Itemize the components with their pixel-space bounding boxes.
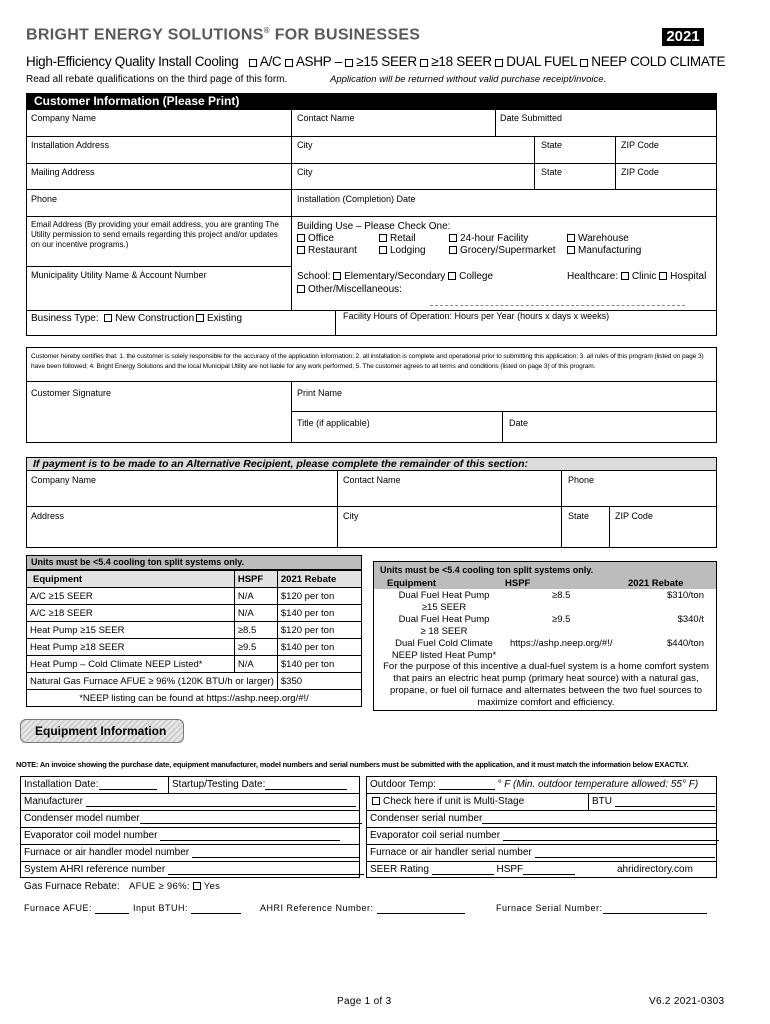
brand-mark: ® [263, 26, 270, 35]
retail-checkbox[interactable] [379, 234, 387, 242]
equipment-line1: Dual Fuel Heat Pump [398, 614, 490, 625]
college-label: College [459, 271, 494, 282]
version-label: V6.2 2021-0303 [649, 996, 725, 1007]
btu-field[interactable] [592, 796, 715, 807]
cert-date-label[interactable]: Date [509, 418, 529, 428]
rebate-cell: $140 per ton [277, 656, 361, 673]
business-type-label: Business Type: [31, 313, 99, 324]
right-header-hspf: HSPF [505, 578, 531, 589]
ahri-ref-field[interactable] [24, 864, 364, 875]
rebate-cell: $120 per ton [277, 622, 361, 639]
mailing-zip-label[interactable]: ZIP Code [621, 167, 659, 177]
hospital-label: Hospital [670, 271, 707, 282]
seer-rating-label: SEER Rating [370, 864, 429, 875]
email-label[interactable]: Email Address (By providing your email address, you are granting The Utility permission to send emails regarding this project and/or updates on our incentive programs.) [31, 220, 279, 249]
hspf-cell: ≥9.5 [234, 639, 277, 656]
manufacturing-checkbox[interactable] [567, 246, 575, 254]
option-ac-checkbox[interactable] [249, 59, 257, 67]
office-label: Office [308, 233, 334, 244]
print-name-label[interactable]: Print Name [297, 388, 343, 398]
startup-date-label: Startup/Testing Date: [172, 779, 266, 790]
rebate-cell: $440/ton [667, 638, 704, 649]
year-badge [662, 28, 704, 46]
hspf-cell: N/A [234, 588, 277, 605]
equipment-cell: A/C ≥15 SEER [27, 588, 235, 605]
left-rebate-banner [26, 555, 362, 570]
install-city-label[interactable]: City [297, 140, 313, 150]
furnace-model-label: Furnace or air handler model number [24, 847, 190, 858]
hspf-cell: ≥8.5 [234, 622, 277, 639]
facility-hours-label[interactable]: Facility Hours of Operation: Hours per Year (hours x days x weeks) [343, 311, 610, 321]
municipality-label[interactable]: Municipality Utility Name & Account Number [31, 270, 207, 280]
evaporator-model-label: Evaporator coil model number [24, 830, 158, 841]
alt-contact-label[interactable]: Contact Name [343, 475, 401, 485]
outdoor-temp-label: Outdoor Temp: [370, 779, 436, 790]
receipt-warning: Application will be returned without valid purchase receipt/invoice. [330, 74, 607, 85]
warehouse-label: Warehouse [578, 233, 629, 244]
installation-address-label[interactable]: Installation Address [31, 140, 110, 150]
ahri-number-label: AHRI Reference Number: [260, 903, 374, 913]
furnace-serial-label: Furnace or air handler serial number [370, 847, 532, 858]
retail-label: Retail [390, 233, 416, 244]
right-rebate-header [374, 578, 716, 589]
table-row [27, 622, 362, 639]
neep-link[interactable]: https://ashp.neep.org/#!/ [510, 638, 613, 649]
left-header-equipment: Equipment [27, 571, 235, 588]
title-label[interactable]: Title (if applicable) [297, 418, 370, 428]
new-construction-label: New Construction [115, 313, 195, 324]
mailing-city-label[interactable]: City [297, 167, 313, 177]
school-healthcare-group [297, 270, 712, 296]
left-rebate-table [26, 570, 362, 707]
brand-title [26, 26, 420, 44]
option-dualfuel-checkbox[interactable] [495, 59, 503, 67]
installation-date-label: Installation Date: [24, 779, 99, 790]
mailing-state-label[interactable]: State [541, 167, 563, 177]
grocery-label: Grocery/Supermarket [460, 245, 556, 256]
manufacturing-label: Manufacturing [578, 245, 642, 256]
dual-fuel-purpose: For the purpose of this incentive a dual-fuel system is a home comfort system that pairs an electric heat pump (primary heat source) with a natural gas, propane, or fuel oil furnace and alternates between the two fuel sources to maximize comfort and efficiency. [383, 661, 709, 708]
alt-recipient-heading [26, 457, 717, 471]
right-rebate-banner [374, 562, 716, 578]
seer-rating-field[interactable] [370, 864, 575, 875]
rebate-cell: $140 per ton [277, 639, 361, 656]
furnace-model-field[interactable] [24, 847, 360, 858]
other-misc-checkbox[interactable] [297, 285, 305, 293]
alt-city-label[interactable]: City [343, 511, 359, 521]
equipment-line2: ≥ 18 SEER [420, 626, 468, 637]
certification-text: Customer hereby certifies that: 1. the customer is solely responsible for the accuracy of the application information; 2. all installation is complete and operational prior to submitting this application; 3. all rules of this program (listed on page 3) have been followed; 4. Bright Energy Solutions and the local Municipal Utility are not liable for any work performed; 5. The customer agrees to all terms and conditions (listed on page 3) of this program. [31, 353, 704, 370]
ahri-number-field[interactable] [260, 903, 465, 914]
rebate-qualification-note: Read all rebate qualifications on the third page of this form. [26, 74, 288, 85]
lodging-label: Lodging [390, 245, 426, 256]
evaporator-model-field[interactable] [24, 830, 340, 841]
lodging-checkbox[interactable] [379, 246, 387, 254]
brand-name: BRIGHT ENERGY SOLUTIONS [26, 26, 264, 44]
install-date-label[interactable]: Installation (Completion) Date [297, 194, 416, 204]
hspf-cell: ≥9.5 [552, 614, 571, 625]
right-rebate-banner-text: Units must be <5.4 cooling ton split systems only. [380, 565, 594, 575]
install-zip-label[interactable]: ZIP Code [621, 140, 659, 150]
new-construction-checkbox[interactable] [104, 314, 112, 322]
input-btuh-label: Input BTUH: [133, 903, 189, 913]
alt-recipient-heading-text: If payment is to be made to an Alternative Recipient, please complete the remainder of this section: [33, 458, 528, 470]
existing-group [196, 313, 242, 324]
mailing-address-label[interactable]: Mailing Address [31, 167, 95, 177]
option-18seer-label: ≥18 SEER [431, 54, 492, 69]
hspf-cell: ≥8.5 [552, 590, 571, 601]
customer-section-title: Customer Information (Please Print) [34, 94, 240, 108]
furnace-rebate-cell: $350 [277, 673, 361, 690]
alt-zip-label[interactable]: ZIP Code [615, 511, 653, 521]
rebate-cell: $310/ton [667, 590, 704, 601]
option-18seer-checkbox[interactable] [420, 59, 428, 67]
outdoor-temp-field[interactable] [370, 779, 698, 790]
table-row [27, 588, 362, 605]
afue-yes-label: Yes [203, 881, 221, 892]
option-neep-checkbox[interactable] [580, 59, 588, 67]
gas-rebate-label: Gas Furnace Rebate: [24, 881, 120, 892]
evaporator-serial-field[interactable] [370, 830, 719, 841]
year-text: 2021 [666, 28, 700, 45]
manufacturer-field[interactable] [24, 796, 356, 807]
outdoor-temp-unit: ° F (Min. outdoor temperature allowed: 55° F) [497, 779, 699, 790]
business-type-group [31, 313, 194, 324]
furnace-serial-number-label: Furnace Serial Number: [496, 903, 603, 913]
office-checkbox[interactable] [297, 234, 305, 242]
option-ashp-label: ASHP – [295, 54, 342, 69]
page-number: Page 1 of 3 [337, 996, 392, 1007]
building-use-label: Building Use – Please Check One: [297, 221, 451, 232]
option-15seer-checkbox[interactable] [345, 59, 353, 67]
condenser-serial-field[interactable] [370, 813, 716, 824]
alt-address-label[interactable]: Address [31, 511, 65, 521]
manufacturer-label: Manufacturer [24, 796, 83, 807]
hspf-label: HSPF [496, 864, 524, 875]
elementary-checkbox[interactable] [333, 272, 341, 280]
hspf-cell: N/A [234, 656, 277, 673]
healthcare-label: Healthcare: [567, 271, 619, 282]
grocery-checkbox[interactable] [449, 246, 457, 254]
option-neep-label: NEEP COLD CLIMATE [591, 54, 726, 69]
alt-company-label[interactable]: Company Name [31, 475, 97, 485]
left-header-hspf: HSPF [234, 571, 277, 588]
24hour-checkbox[interactable] [449, 234, 457, 242]
equipment-cell: Heat Pump ≥15 SEER [27, 622, 235, 639]
multistage-field[interactable] [372, 796, 524, 807]
table-row [374, 614, 716, 638]
right-header-equipment: Equipment [387, 578, 437, 589]
contact-name-label[interactable]: Contact Name [297, 113, 355, 123]
table-row [374, 638, 716, 662]
option-dualfuel-label: DUAL FUEL [506, 54, 577, 69]
brand-suffix: FOR BUSINESSES [274, 26, 421, 44]
right-header-rebate: 2021 Rebate [628, 578, 684, 589]
option-ac-label: A/C [259, 54, 282, 69]
24hour-label: 24-hour Facility [460, 233, 529, 244]
table-row [374, 590, 716, 614]
clinic-checkbox[interactable] [621, 272, 629, 280]
multistage-checkbox[interactable] [372, 797, 380, 805]
elementary-label: Elementary/Secondary [344, 271, 446, 282]
afue-yes-field[interactable] [129, 881, 220, 892]
neep-note: *NEEP listing can be found at https://ashp.neep.org/#!/ [27, 690, 362, 707]
furnace-cell: Natural Gas Furnace AFUE ≥ 96% (120K BTU/h or larger) [27, 673, 278, 690]
college-checkbox[interactable] [448, 272, 456, 280]
furnace-afue-field[interactable] [24, 903, 129, 914]
equipment-section-title: Equipment Information [35, 724, 167, 738]
existing-checkbox[interactable] [196, 314, 204, 322]
rebate-cell: $140 per ton [277, 605, 361, 622]
warehouse-checkbox[interactable] [567, 234, 575, 242]
option-15seer-label: ≥15 SEER [356, 54, 417, 69]
equipment-section-tab [20, 719, 184, 743]
table-row [27, 673, 362, 690]
program-title-row [26, 54, 725, 69]
equipment-line1: Dual Fuel Heat Pump [398, 590, 490, 601]
hospital-checkbox[interactable] [659, 272, 667, 280]
multistage-label: Check here if unit is Multi-Stage [383, 796, 525, 807]
startup-date-field[interactable] [172, 779, 347, 790]
equipment-cell: Heat Pump ≥18 SEER [27, 639, 235, 656]
program-title: High-Efficiency Quality Install Cooling [26, 54, 239, 69]
other-misc-line[interactable] [430, 305, 685, 306]
left-header-rebate: 2021 Rebate [277, 571, 361, 588]
company-name-label[interactable]: Company Name [31, 113, 97, 123]
furnace-serial-number-field[interactable] [496, 903, 707, 914]
existing-label: Existing [207, 313, 243, 324]
equipment-cell: Heat Pump – Cold Climate NEEP Listed* [27, 656, 235, 673]
restaurant-checkbox[interactable] [297, 246, 305, 254]
installation-date-field[interactable] [24, 779, 157, 790]
phone-label[interactable]: Phone [31, 194, 58, 204]
ahri-directory-link[interactable]: ahridirectory.com [617, 864, 693, 875]
condenser-model-field[interactable] [24, 813, 362, 824]
ahri-ref-label: System AHRI reference number [24, 864, 166, 875]
afue-label: AFUE ≥ 96%: [129, 881, 190, 892]
equipment-line1: Dual Fuel Cold Climate [395, 638, 493, 649]
customer-signature-label[interactable]: Customer Signature [31, 388, 112, 398]
equipment-line2: NEEP listed Heat Pump* [391, 650, 497, 661]
evaporator-serial-label: Evaporator coil serial number [370, 830, 501, 841]
left-rebate-banner-text: Units must be <5.4 cooling ton split systems only. [31, 557, 245, 567]
afue-yes-checkbox[interactable] [193, 882, 201, 890]
furnace-afue-label: Furnace AFUE: [24, 903, 93, 913]
alt-state-label[interactable]: State [568, 511, 590, 521]
table-row [27, 639, 362, 656]
other-misc-label: Other/Miscellaneous: [308, 284, 402, 295]
option-ashp-checkbox[interactable] [285, 59, 293, 67]
furnace-serial-field[interactable] [370, 847, 715, 858]
table-row [27, 605, 362, 622]
input-btuh-field[interactable] [133, 903, 241, 914]
condenser-model-label: Condenser model number [24, 813, 140, 824]
date-submitted-label[interactable]: Date Submitted [500, 113, 563, 123]
restaurant-label: Restaurant [308, 245, 357, 256]
right-rebate-rows [374, 590, 716, 662]
rebate-cell: $340/t [677, 614, 704, 625]
invoice-note: NOTE: An invoice showing the purchase date, equipment manufacturer, model numbers and serial numbers must be submitted with the application, and it must match the information below EXACTLY. [16, 760, 689, 769]
equipment-line2: ≥15 SEER [421, 602, 467, 613]
equipment-cell: A/C ≥18 SEER [27, 605, 235, 622]
customer-section-header [26, 93, 717, 109]
condenser-serial-label: Condenser serial number [370, 813, 483, 824]
clinic-label: Clinic [631, 271, 657, 282]
school-label: School: [297, 271, 331, 282]
rebate-cell: $120 per ton [277, 588, 361, 605]
alt-phone-label[interactable]: Phone [568, 475, 595, 485]
install-state-label[interactable]: State [541, 140, 563, 150]
hspf-cell: N/A [234, 605, 277, 622]
table-row [27, 656, 362, 673]
building-use-group [297, 221, 707, 257]
btu-label: BTU [592, 796, 612, 807]
